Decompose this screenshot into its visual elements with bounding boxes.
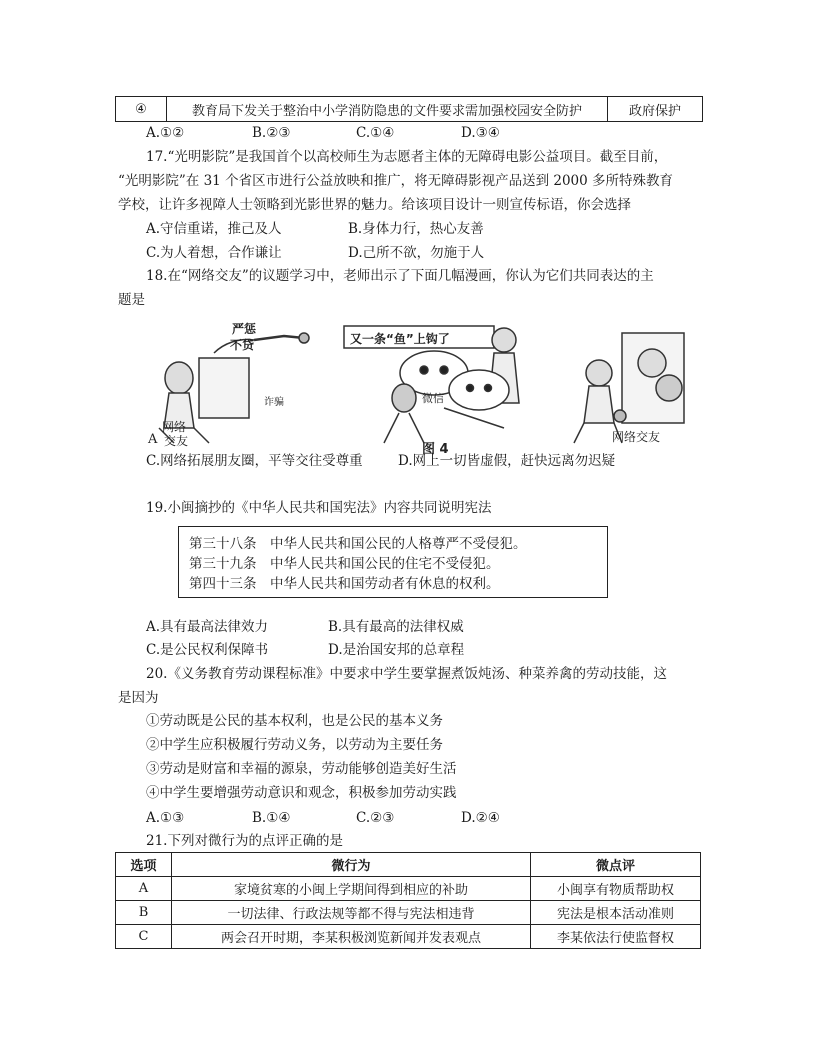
panel-1-label-1: 严惩 (232, 322, 257, 336)
q21-row-a-option: A (116, 877, 172, 901)
q20-item-1: ①劳动既是公民的基本权利，也是公民的基本义务 (146, 713, 443, 729)
q16-option-c: C.①④ (356, 125, 395, 141)
q17-line-1: 17.“光明影院”是我国首个以高校师生为志愿者主体的无障碍电影公益项目。截至目前， (146, 149, 668, 165)
q21-header-comment: 微点评 (531, 853, 701, 877)
figure-caption: 图 4 (422, 442, 449, 457)
panel-1-label-5: 诈骗 (264, 397, 284, 408)
top-table-num: ④ (116, 97, 167, 122)
q17-line-3: 学校，让许多视障人士领略到光影世界的魅力。给该项目设计一则宣传标语，你会选择 (118, 197, 631, 213)
q21-line: 21.下列对微行为的点评正确的是 (146, 833, 343, 849)
q20-line-2: 是因为 (118, 690, 159, 706)
figure-4 (144, 318, 694, 458)
q21-row-b-behavior: 一切法律、行政法规等都不得与宪法相违背 (172, 901, 531, 925)
q17-option-d: D.己所不欲，勿施于人 (348, 245, 485, 261)
q19-line: 19.小闽摘抄的《中华人民共和国宪法》内容共同说明宪法 (146, 500, 492, 516)
q19-option-a: A.具有最高法律效力 (146, 619, 269, 635)
q16-option-d: D.③④ (461, 125, 500, 141)
q18-line-2: 题是 (118, 292, 145, 308)
q17-option-a: A.守信重诺，推己及人 (146, 221, 282, 237)
q16-option-b: B.②③ (252, 125, 291, 141)
panel-2-label-1: 又一条“鱼”上钩了 (350, 332, 450, 346)
constitution-article-39: 第三十九条 中华人民共和国公民的住宅不受侵犯。 (189, 556, 500, 572)
q16-option-a: A.①② (146, 125, 185, 141)
figure-option-a-label: A (148, 432, 158, 447)
q20-option-c: C.②③ (356, 810, 395, 826)
top-table (115, 96, 703, 122)
q17-line-2: “光明影院”在 31 个省区市进行公益放映和推广，将无障碍影视产品送到 2000 多所特殊教育 (118, 173, 674, 189)
q21-table (115, 852, 701, 949)
q20-item-2: ②中学生应积极履行劳动义务，以劳动为主要任务 (146, 737, 443, 753)
q21-row-b-option: B (116, 901, 172, 925)
q21-header-option: 选项 (116, 853, 172, 877)
q21-row-a-behavior: 家境贫寒的小闽上学期间得到相应的补助 (172, 877, 531, 901)
table-row (116, 877, 701, 901)
q21-row-b-comment: 宪法是根本活动准则 (531, 901, 701, 925)
panel-1-label-2: 不贷 (230, 338, 255, 352)
q21-row-c-option: C (116, 925, 172, 949)
table-row (116, 925, 701, 949)
q19-option-c: C.是公民权利保障书 (146, 642, 269, 658)
constitution-article-38: 第三十八条 中华人民共和国公民的人格尊严不受侵犯。 (189, 536, 527, 552)
q18-option-c: C.网络拓展朋友圈，平等交往受尊重 (146, 453, 363, 469)
top-table-tag: 政府保护 (608, 97, 703, 122)
q17-option-b: B.身体力行，热心友善 (348, 221, 484, 237)
top-table-text: 教育局下发关于整治中小学消防隐患的文件要求需加强校园安全防护 (167, 97, 608, 122)
q20-line-1: 20.《义务教育劳动课程标准》中要求中学生要掌握煮饭炖汤、种菜养禽的劳动技能，这 (146, 666, 667, 682)
q20-option-a: A.①③ (146, 810, 185, 826)
q21-row-c-comment: 李某依法行使监督权 (531, 925, 701, 949)
q18-line-1: 18.在“网络交友”的议题学习中，老师出示了下面几幅漫画，你认为它们共同表达的主 (146, 268, 654, 284)
q21-header-behavior: 微行为 (172, 853, 531, 877)
q20-item-3: ③劳动是财富和幸福的源泉，劳动能够创造美好生活 (146, 761, 457, 777)
q19-option-b: B.具有最高的法律权威 (328, 619, 464, 635)
constitution-box (178, 526, 608, 598)
q18-option-d: D.网上一切皆虚假，赶快远离勿迟疑 (398, 453, 616, 469)
panel-1-label-3: 网络 (162, 420, 187, 434)
panel-2-label-2: 微信 (422, 392, 444, 405)
panel-3-mask (574, 333, 684, 443)
q19-option-d: D.是治国安邦的总章程 (328, 642, 465, 658)
q20-option-d: D.②④ (461, 810, 500, 826)
q21-row-c-behavior: 两会召开时期，李某积极浏览新闻并发表观点 (172, 925, 531, 949)
q21-row-a-comment: 小闽享有物质帮助权 (531, 877, 701, 901)
constitution-article-43: 第四十三条 中华人民共和国劳动者有休息的权利。 (189, 576, 500, 592)
q17-option-c: C.为人着想，合作谦让 (146, 245, 282, 261)
panel-3-label-1: 网络交友 (612, 430, 661, 444)
panel-1-label-4: 交友 (164, 434, 189, 448)
table-row (116, 901, 701, 925)
q20-option-b: B.①④ (252, 810, 291, 826)
q20-item-4: ④中学生要增强劳动意识和观念，积极参加劳动实践 (146, 785, 457, 801)
